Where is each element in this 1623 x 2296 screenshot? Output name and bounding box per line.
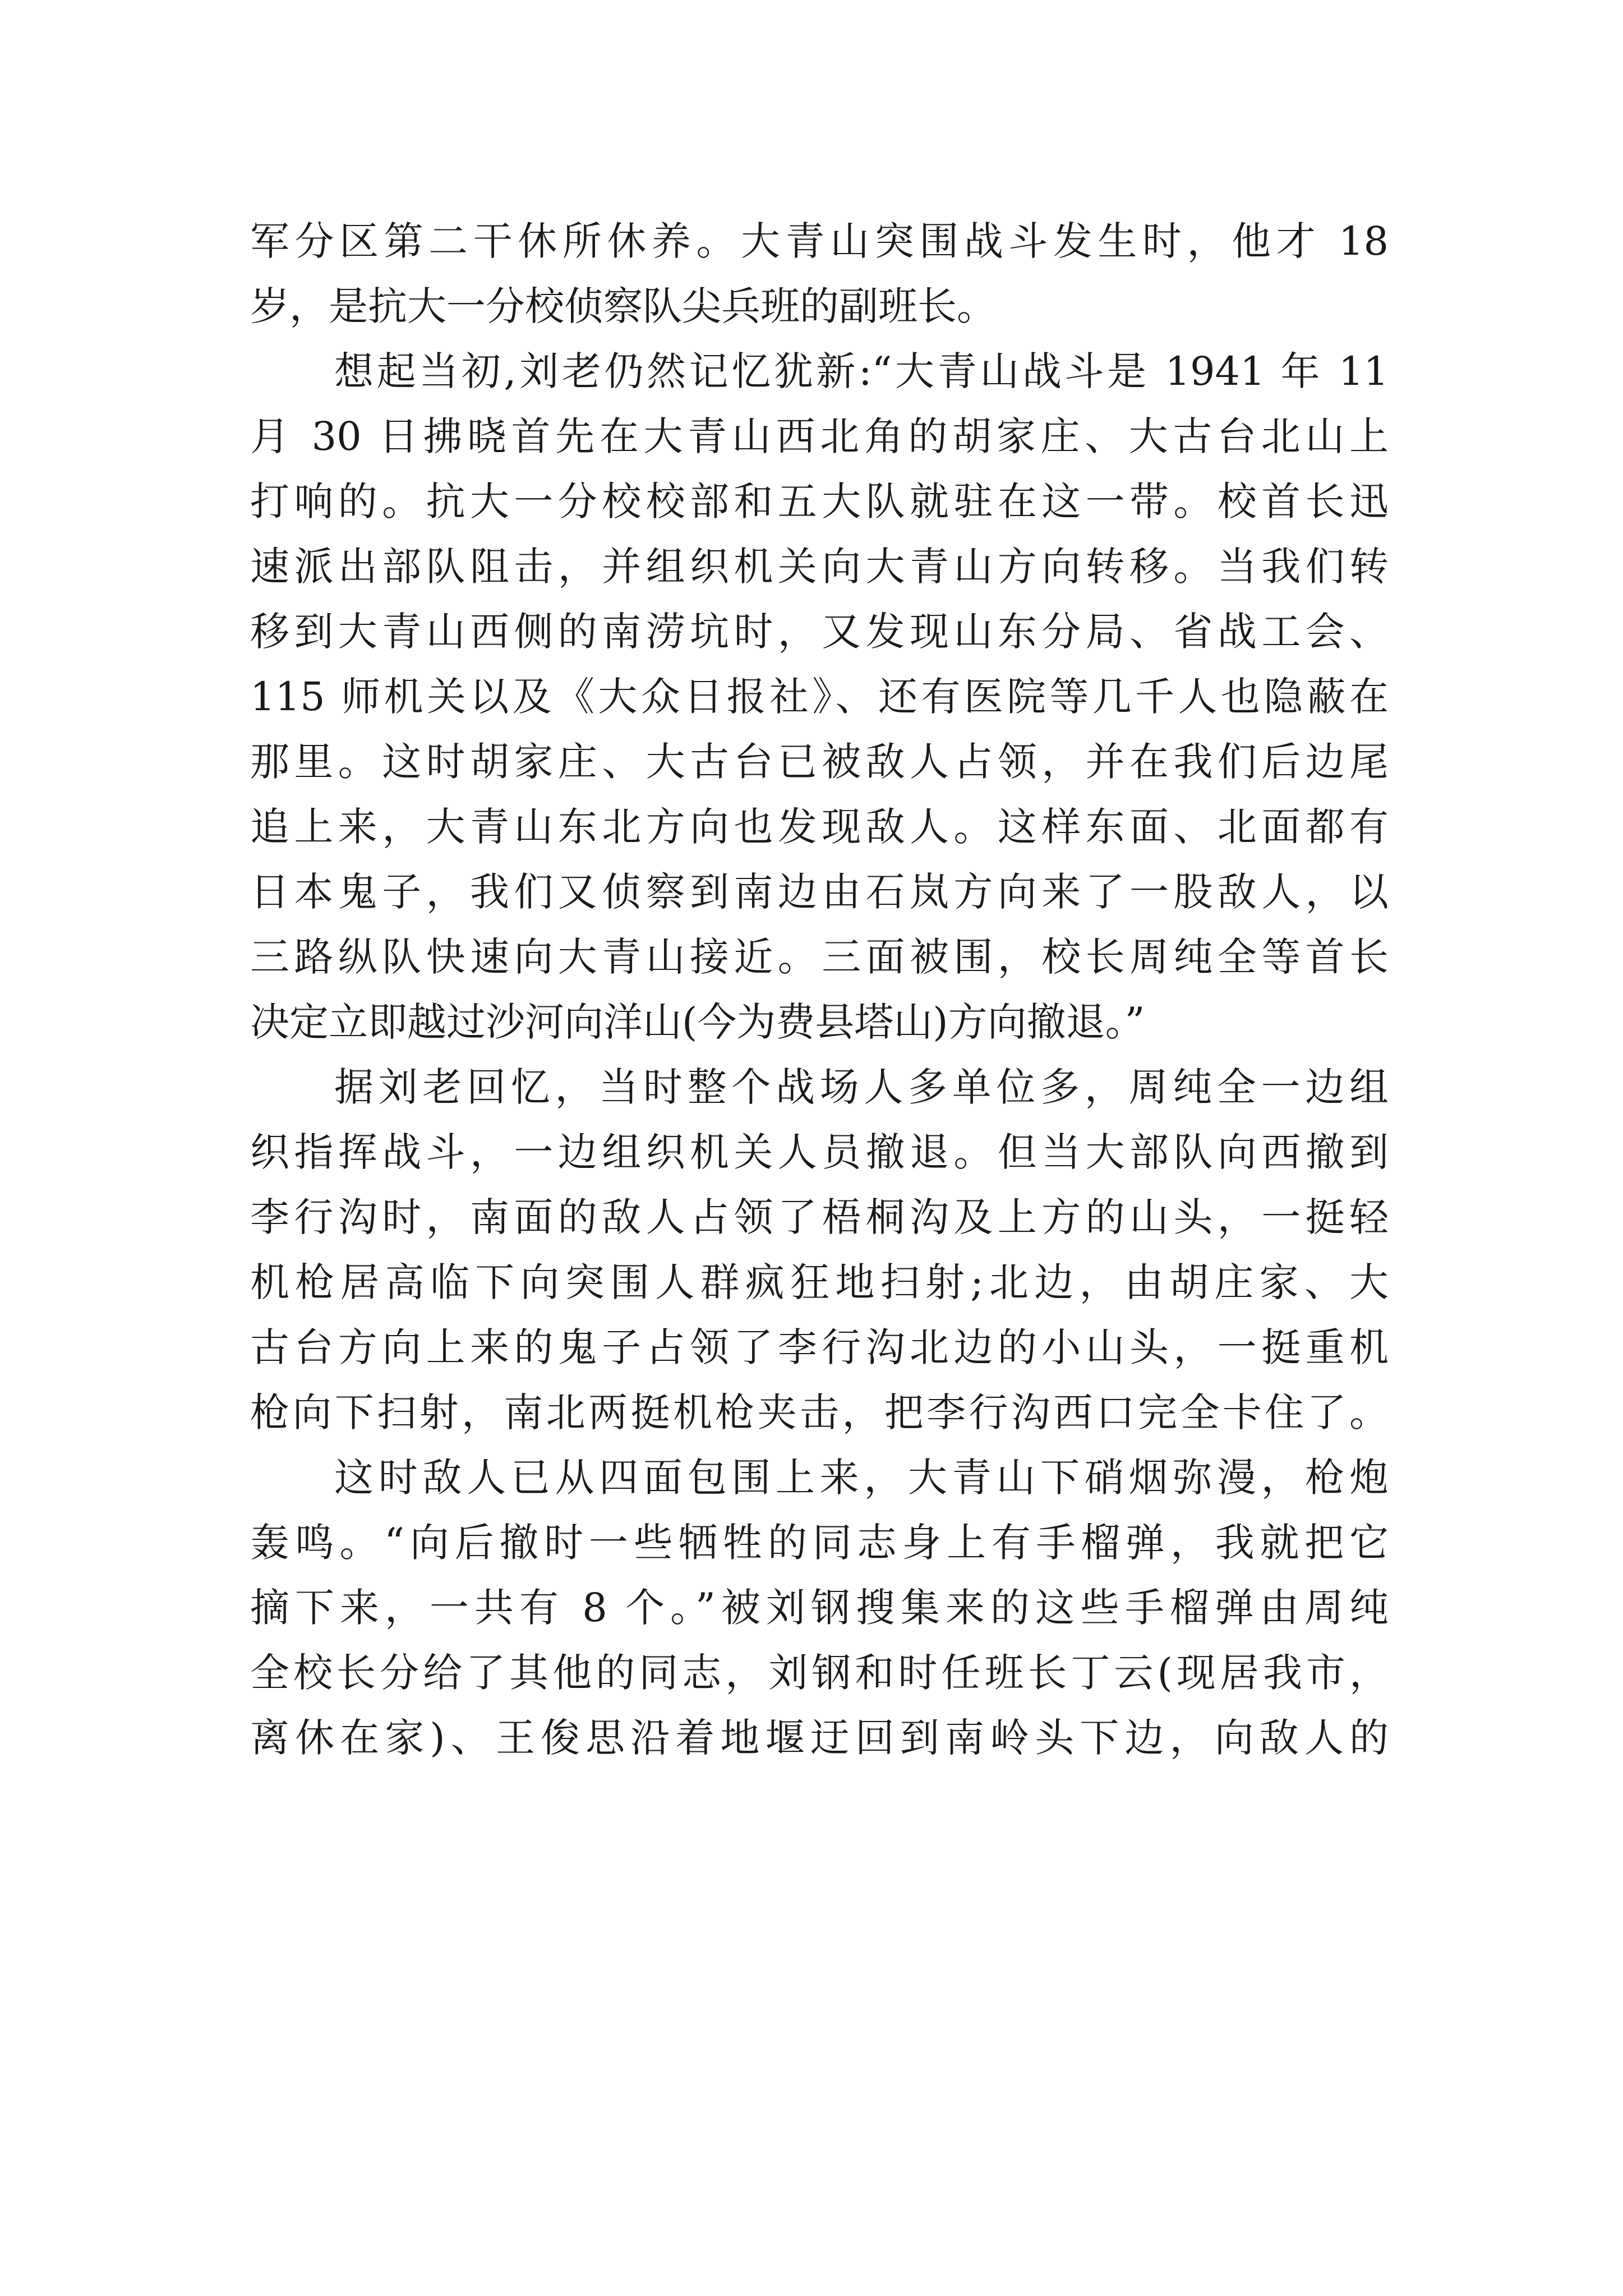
text-line: 那里。这时胡家庄、大古台已被敌人占领，并在我们后边尾 <box>250 739 1389 785</box>
text-line: 三路纵队快速向大青山接近。三面被围，校长周纯全等首长 <box>250 934 1389 980</box>
text-line: 打响的。抗大一分校校部和五大队就驻在这一带。校首长迅 <box>250 478 1389 524</box>
text-line: 决定立即越过沙河向洋山(今为费县塔山)方向撤退。” <box>250 999 1145 1045</box>
text-line: 移到大青山西侧的南涝坑时，又发现山东分局、省战工会、 <box>250 609 1389 655</box>
text-line: 月 30 日拂晓首先在大青山西北角的胡家庄、大古台北山上 <box>250 413 1389 459</box>
text-line: 追上来，大青山东北方向也发现敌人。这样东面、北面都有 <box>250 804 1389 850</box>
text-line: 摘下来，一共有 8 个。”被刘钢搜集来的这些手榴弹由周纯 <box>250 1585 1389 1631</box>
text-line: 115 师机关以及《大众日报社》、还有医院等几千人也隐蔽在 <box>250 674 1389 720</box>
text-line: 据刘老回忆，当时整个战场人多单位多，周纯全一边组 <box>334 1064 1389 1110</box>
text-line: 轰鸣。“向后撤时一些牺牲的同志身上有手榴弹，我就把它 <box>250 1520 1389 1566</box>
text-line: 机枪居高临下向突围人群疯狂地扫射;北边，由胡庄家、大 <box>250 1259 1389 1305</box>
text-line: 这时敌人已从四面包围上来，大青山下硝烟弥漫，枪炮 <box>334 1455 1389 1501</box>
text-line: 想起当初,刘老仍然记忆犹新:“大青山战斗是 1941 年 11 <box>334 348 1389 394</box>
text-line: 速派出部队阻击，并组织机关向大青山方向转移。当我们转 <box>250 544 1389 590</box>
text-line: 古台方向上来的鬼子占领了李行沟北边的小山头，一挺重机 <box>250 1324 1389 1370</box>
text-line: 枪向下扫射，南北两挺机枪夹击，把李行沟西口完全卡住了。 <box>250 1389 1389 1435</box>
text-line: 军分区第二干休所休养。大青山突围战斗发生时，他才 18 <box>250 218 1389 264</box>
text-line: 织指挥战斗，一边组织机关人员撤退。但当大部队向西撤到 <box>250 1129 1389 1175</box>
text-line: 李行沟时，南面的敌人占领了梧桐沟及上方的山头，一挺轻 <box>250 1194 1389 1240</box>
text-line: 岁，是抗大一分校侦察队尖兵班的副班长。 <box>250 283 996 329</box>
body-text <box>250 209 1389 1770</box>
text-line: 日本鬼子，我们又侦察到南边由石岚方向来了一股敌人，以 <box>250 869 1389 915</box>
text-line: 全校长分给了其他的同志，刘钢和时任班长丁云(现居我市， <box>250 1650 1389 1696</box>
text-line: 离休在家)、王俊思沿着地堰迂回到南岭头下边，向敌人的 <box>250 1715 1389 1761</box>
